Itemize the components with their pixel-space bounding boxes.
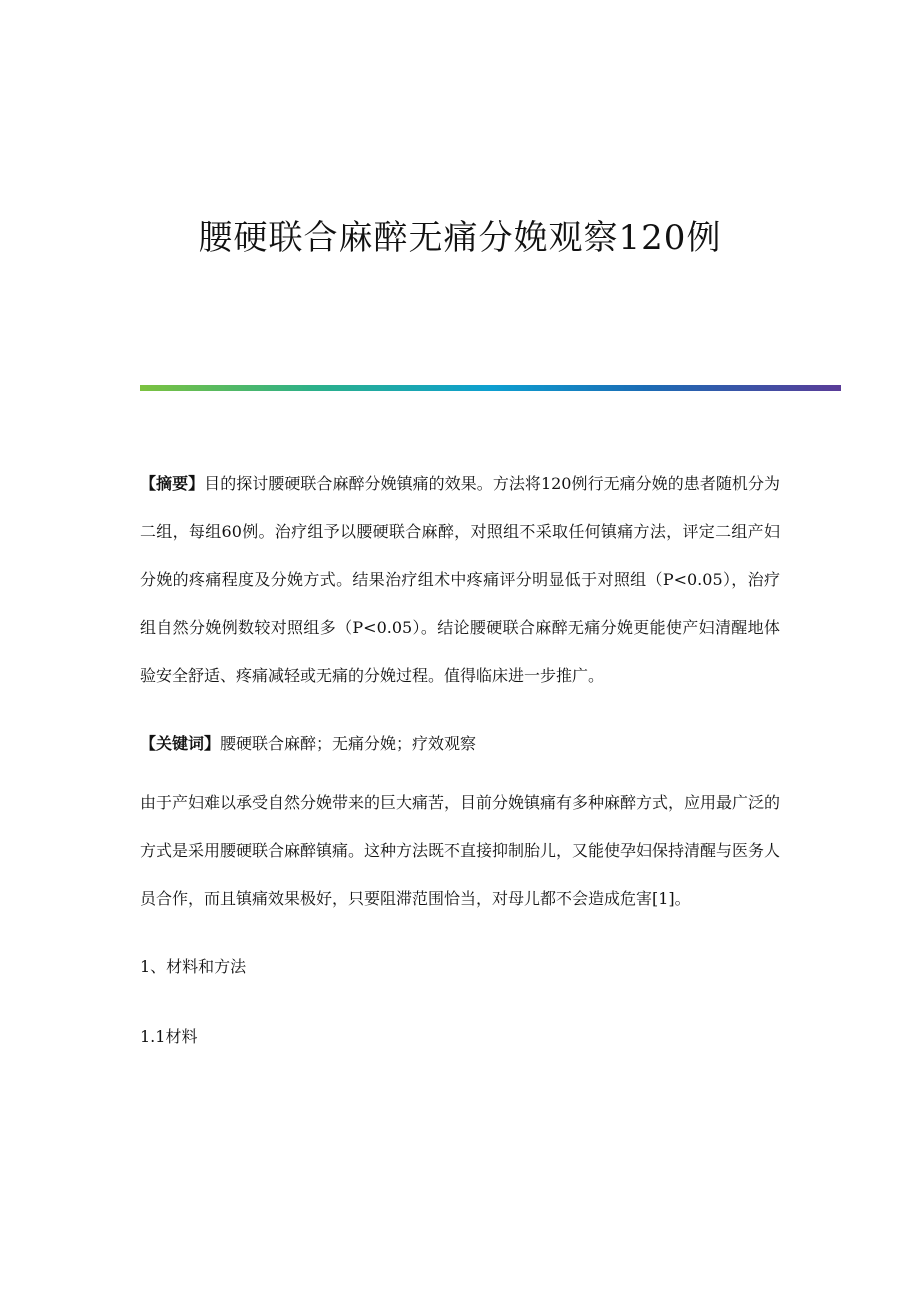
- abstract-paragraph: [140, 460, 780, 700]
- abstract-label: 【摘要】: [140, 474, 205, 493]
- section-heading-1-1: 1.1材料: [140, 1027, 198, 1046]
- keywords-label: 【关键词】: [140, 734, 221, 753]
- title-divider: [140, 385, 841, 391]
- keywords-text: 腰硬联合麻醉；无痛分娩；疗效观察: [220, 734, 477, 753]
- document-body: [140, 460, 780, 1061]
- keywords-paragraph: [140, 720, 780, 768]
- section-heading-1: 1、材料和方法: [140, 957, 247, 976]
- intro-paragraph: 由于产妇难以承受自然分娩带来的巨大痛苦，目前分娩镇痛有多种麻醉方式，应用最广泛的方式是采用腰硬联合麻醉镇痛。这种方法既不直接抑制胎儿，又能使孕妇保持清醒与医务人员合作，而且镇痛效果极好，只要阻滞范围恰当，对母儿都不会造成危害[1]。: [140, 793, 781, 908]
- document-title: 腰硬联合麻醉无痛分娩观察120例: [198, 218, 722, 258]
- abstract-text: 目的探讨腰硬联合麻醉分娩镇痛的效果。方法将120例行无痛分娩的患者随机分为二组，每组60例。治疗组予以腰硬联合麻醉，对照组不采取任何镇痛方法，评定二组产妇分娩的疼痛程度及分娩方式。结果治疗组术中疼痛评分明显低于对照组（P<0.05），治疗组自然分娩例数较对照组多（P<0.05）。结论腰硬联合麻醉无痛分娩更能使产妇清醒地体验安全舒适、疼痛减轻或无痛的分娩过程。值得临床进一步推广。: [140, 474, 780, 685]
